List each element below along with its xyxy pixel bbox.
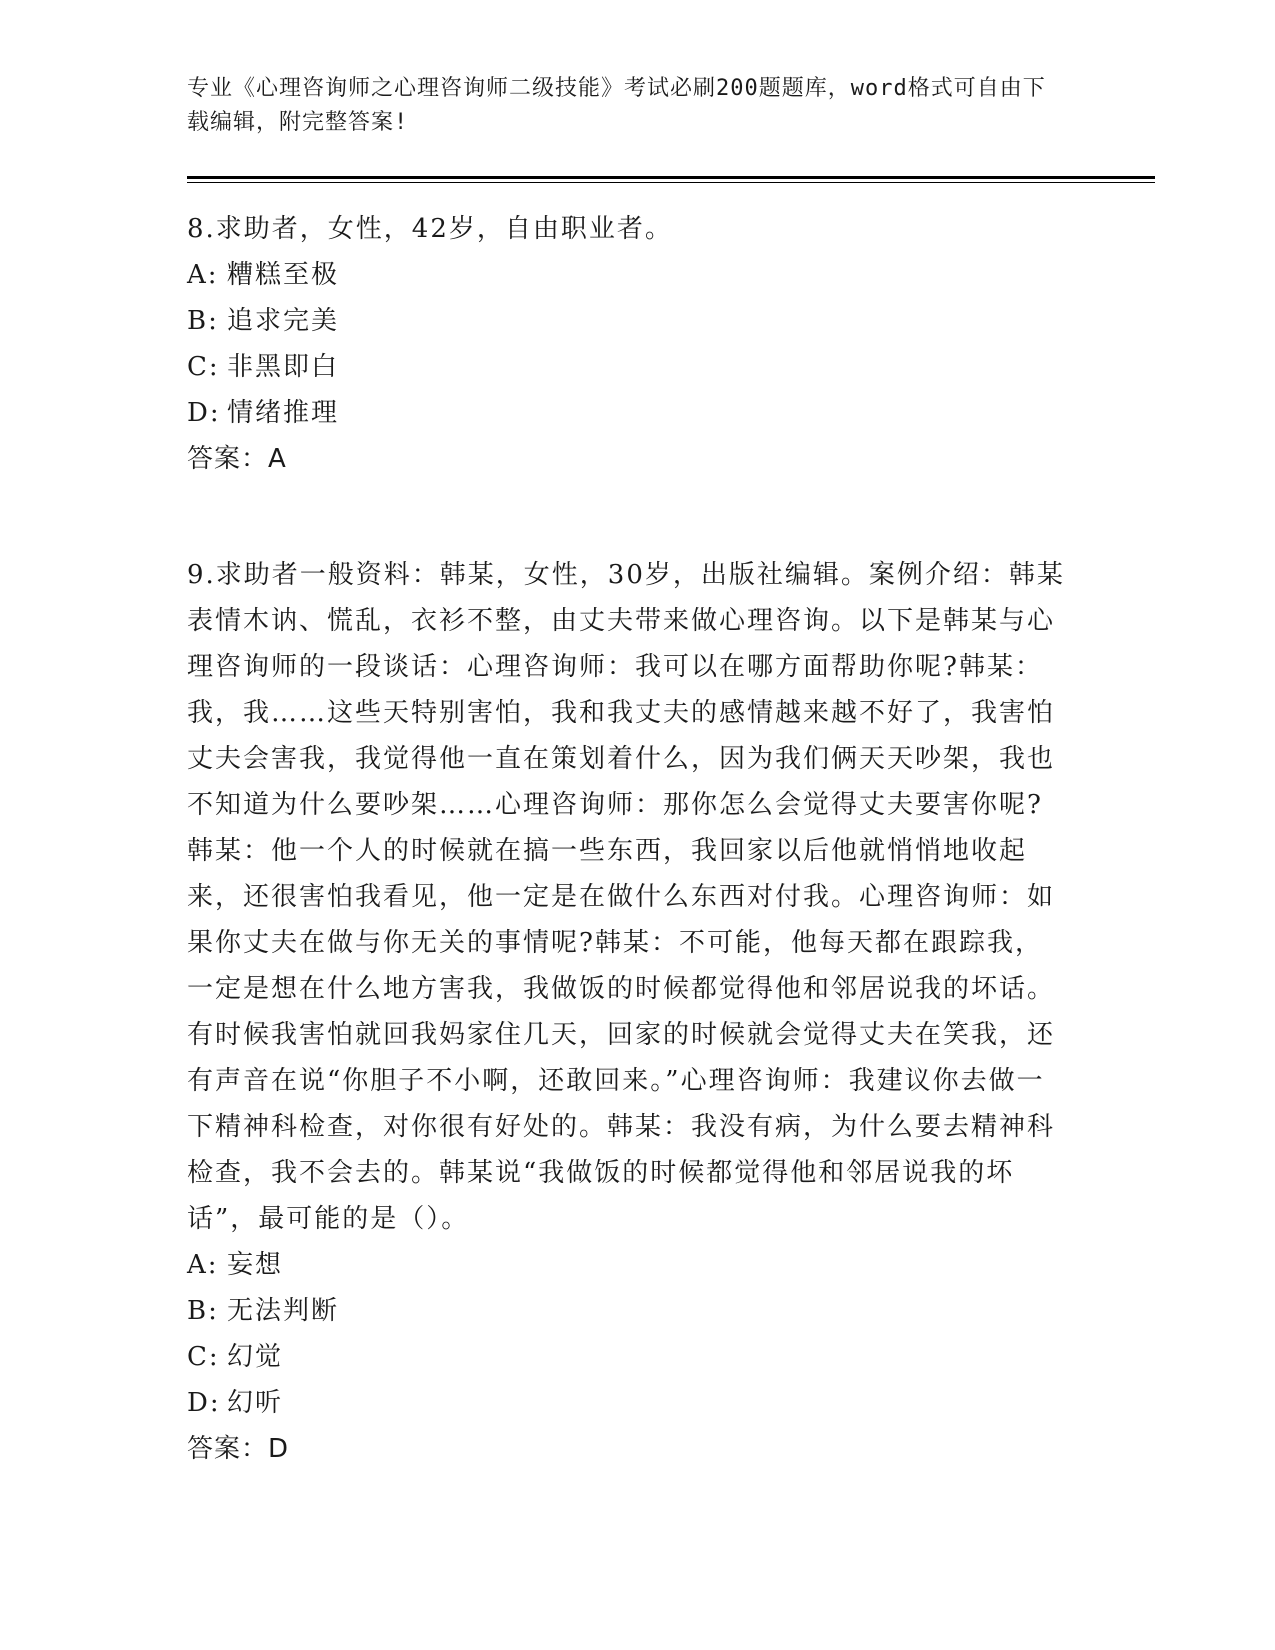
option-letter: D: bbox=[187, 1388, 221, 1418]
option-text: 情绪推理 bbox=[227, 398, 340, 428]
option-letter: B: bbox=[187, 306, 219, 336]
option-c bbox=[187, 344, 1067, 390]
option-d bbox=[187, 1380, 1067, 1426]
document-header: 专业《心理咨询师之心理咨询师二级技能》考试必刷200题题库，word格式可自由下载编辑，附完整答案! bbox=[187, 76, 1046, 135]
option-text: 非黑即白 bbox=[227, 352, 340, 382]
option-b bbox=[187, 298, 1067, 344]
answer-line: 答案：D bbox=[187, 1434, 290, 1464]
option-a bbox=[187, 252, 1067, 298]
option-d bbox=[187, 390, 1067, 436]
option-letter: A: bbox=[187, 1250, 219, 1280]
question-stem: 9.求助者一般资料：韩某，女性，30岁，出版社编辑。案例介绍：韩某表情木讷、慌乱，衣衫不整，由丈夫带来做心理咨询。以下是韩某与心理咨询师的一段谈话：心理咨询师：我可以在哪方面帮助你呢?韩某：我，我……这些天特别害怕，我和我丈夫的感情越来越不好了，我害怕丈夫会害我，我觉得他一直在策划着什么，因为我们俩天天吵架，我也不知道为什么要吵架……心理咨询师：那你怎么会觉得丈夫要害你呢?韩某：他一个人的时候就在搞一些东西，我回家以后他就悄悄地收起来，还很害怕我看见，他一定是在做什么东西对付我。心理咨询师：如果你丈夫在做与你无关的事情呢?韩某：不可能，他每天都在跟踪我，一定是想在什么地方害我，我做饭的时候都觉得他和邻居说我的坏话。有时候我害怕就回我妈家住几天，回家的时候就会觉得丈夫在笑我，还有声音在说“你胆子不小啊，还敢回来。”心理咨询师：我建议你去做一下精神科检查，对你很有好处的。韩某：我没有病，为什么要去精神科检查，我不会去的。韩某说“我做饭的时候都觉得他和邻居说我的坏话”，最可能的是（）。 bbox=[187, 560, 1065, 1234]
option-text: 糟糕至极 bbox=[227, 260, 340, 290]
option-a bbox=[187, 1242, 1067, 1288]
option-letter: A: bbox=[187, 260, 219, 290]
option-text: 追求完美 bbox=[227, 306, 340, 336]
option-letter: C: bbox=[187, 1342, 220, 1372]
option-text: 幻觉 bbox=[227, 1342, 284, 1372]
header-divider-thick bbox=[187, 176, 1155, 179]
answer-line: 答案：A bbox=[187, 444, 287, 474]
question-stem: 8.求助者，女性，42岁，自由职业者。 bbox=[187, 214, 673, 244]
header-divider-thin bbox=[187, 182, 1155, 183]
option-letter: B: bbox=[187, 1296, 219, 1326]
option-c bbox=[187, 1334, 1067, 1380]
option-letter: C: bbox=[187, 352, 220, 382]
option-b bbox=[187, 1288, 1067, 1334]
question-9 bbox=[187, 552, 1067, 1472]
question-8 bbox=[187, 206, 1067, 482]
option-letter: D: bbox=[187, 398, 221, 428]
option-text: 妄想 bbox=[227, 1250, 284, 1280]
option-text: 幻听 bbox=[227, 1388, 284, 1418]
option-text: 无法判断 bbox=[227, 1296, 340, 1326]
